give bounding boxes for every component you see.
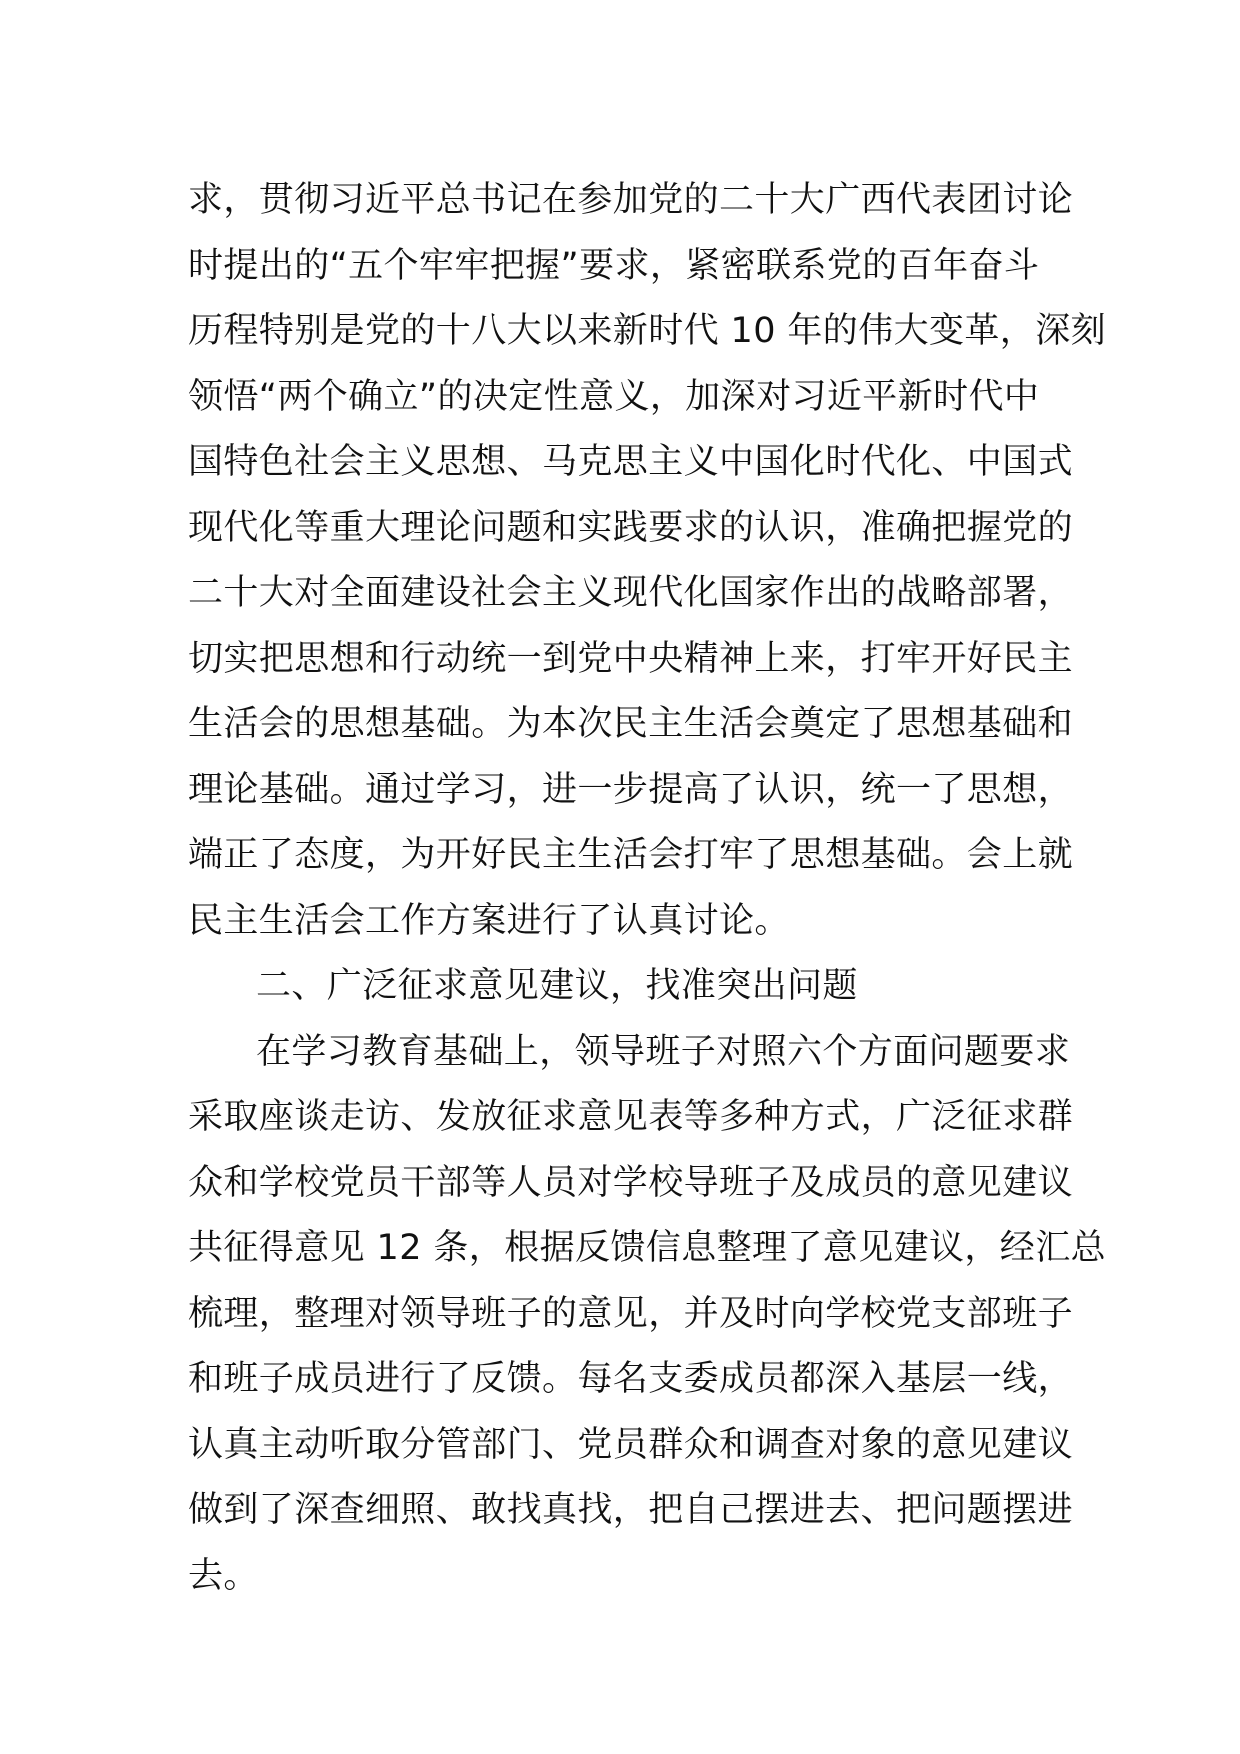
text-line: 国特色社会主义思想、马克思主义中国化时代化、中国式 bbox=[188, 442, 1074, 482]
text-line: 历程特别是党的十八大以来新时代 10 年的伟大变革，深刻 bbox=[188, 311, 1106, 351]
text-line: 众和学校党员干部等人员对学校导班子及成员的意见建议 bbox=[188, 1162, 1074, 1203]
text-line: 求，贯彻习近平总书记在参加党的二十大广西代表团讨论 bbox=[188, 180, 1074, 220]
text-line: 二十大对全面建设社会主义现代化国家作出的战略部署， bbox=[188, 573, 1074, 613]
text-line: 理论基础。通过学习，进一步提高了认识，统一了思想， bbox=[188, 769, 1074, 810]
section-heading: 二、广泛征求意见建议，找准突出问题 bbox=[256, 966, 858, 1006]
text-line: 领悟“两个确立”的决定性意义，加深对习近平新时代中 bbox=[188, 376, 1040, 417]
text-line: 端正了态度，为开好民主生活会打牢了思想基础。会上就 bbox=[188, 835, 1074, 875]
text-line: 共征得意见 12 条，根据反馈信息整理了意见建议，经汇总 bbox=[188, 1228, 1106, 1268]
text-line: 梳理，整理对领导班子的意见，并及时向学校党支部班子 bbox=[188, 1293, 1074, 1334]
text-line: 切实把思想和行动统一到党中央精神上来，打牢开好民主 bbox=[188, 638, 1074, 679]
text-line: 时提出的“五个牢牢把握”要求，紧密联系党的百年奋斗 bbox=[188, 245, 1040, 286]
paragraph-first-line: 在学习教育基础上，领导班子对照六个方面问题要求 bbox=[256, 1031, 1071, 1072]
text-line: 生活会的思想基础。为本次民主生活会奠定了思想基础和 bbox=[188, 704, 1074, 744]
text-line: 做到了深查细照、敢找真找，把自己摆进去、把问题摆进 bbox=[188, 1490, 1074, 1530]
text-line: 现代化等重大理论问题和实践要求的认识，准确把握党的 bbox=[188, 507, 1074, 548]
document-body bbox=[188, 168, 1106, 1609]
text-line: 民主生活会工作方案进行了认真讨论。 bbox=[188, 900, 790, 941]
text-line: 认真主动听取分管部门、党员群众和调查对象的意见建议 bbox=[188, 1424, 1074, 1465]
text-line: 去。 bbox=[188, 1555, 259, 1596]
text-line: 和班子成员进行了反馈。每名支委成员都深入基层一线， bbox=[188, 1359, 1074, 1399]
text-line: 采取座谈走访、发放征求意见表等多种方式，广泛征求群 bbox=[188, 1097, 1074, 1137]
